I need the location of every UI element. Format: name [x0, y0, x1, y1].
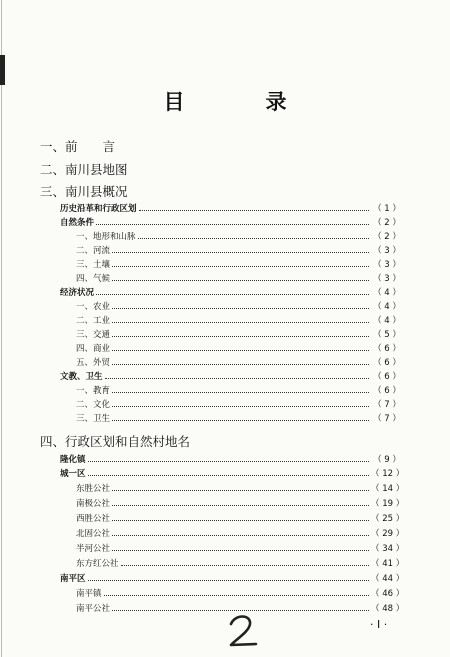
toc-entry[interactable]: 南平镇 （ 46 ） — [76, 589, 405, 599]
toc-entry[interactable]: 一、地形和山脉 （ 2 ） — [76, 232, 401, 242]
toc-entry[interactable]: 经济状况 （ 4 ） — [60, 288, 401, 298]
section-heading-4: 四、行政区划和自然村地名 — [40, 434, 191, 449]
toc-entry[interactable]: 自然条件 （ 2 ） — [60, 218, 401, 228]
toc-entry[interactable]: 城一区 （ 12 ） — [60, 469, 405, 479]
toc-entry[interactable]: 历史沿革和行政区划 （ 1 ） — [60, 204, 401, 214]
toc-entry[interactable]: 半河公社 （ 34 ） — [76, 544, 405, 554]
section-heading-3: 三、南川县概况 — [40, 184, 128, 199]
toc-entry[interactable]: 四、商业 （ 6 ） — [76, 344, 401, 354]
toc-entry[interactable]: 西胜公社 （ 25 ） — [76, 514, 405, 524]
toc-entry[interactable]: 二、工业 （ 4 ） — [76, 316, 401, 326]
toc-entry[interactable]: 东胜公社 （ 14 ） — [76, 484, 405, 494]
binding-mark — [0, 55, 5, 85]
toc-entry[interactable]: 东方红公社 （ 41 ） — [76, 559, 405, 569]
section-heading-1: 一、前 言 — [40, 139, 116, 154]
toc-entry[interactable]: 隆化镇 （ 9 ） — [60, 455, 401, 465]
toc-entry[interactable]: 北固公社 （ 29 ） — [76, 529, 405, 539]
handwritten-two-mark — [223, 610, 263, 650]
toc-entry[interactable]: 南极公社 （ 19 ） — [76, 499, 405, 509]
toc-entry[interactable]: 文教、卫生 （ 6 ） — [60, 372, 401, 382]
toc-entry[interactable]: 二、河流 （ 3 ） — [76, 246, 401, 256]
toc-entry[interactable]: 南平区 （ 44 ） — [60, 574, 405, 584]
toc-entry[interactable]: 一、教育 （ 6 ） — [76, 386, 401, 396]
toc-entry[interactable]: 四、气候 （ 3 ） — [76, 274, 401, 284]
toc-entry[interactable]: 三、卫生 （ 7 ） — [76, 414, 401, 424]
section-heading-2: 二、南川县地图 — [40, 162, 128, 177]
toc-entry[interactable]: 五、外贸 （ 6 ） — [76, 358, 401, 368]
page-number: · I · — [370, 618, 388, 631]
toc-entry[interactable]: 一、农业 （ 4 ） — [76, 302, 401, 312]
toc-entry[interactable]: 三、交通 （ 5 ） — [76, 330, 401, 340]
page-title: 目 录 — [163, 90, 317, 114]
toc-entry[interactable]: 二、文化 （ 7 ） — [76, 400, 401, 410]
toc-entry[interactable]: 三、土壤 （ 3 ） — [76, 260, 401, 270]
toc-entry[interactable]: 南平公社 （ 48 ） — [76, 604, 405, 614]
